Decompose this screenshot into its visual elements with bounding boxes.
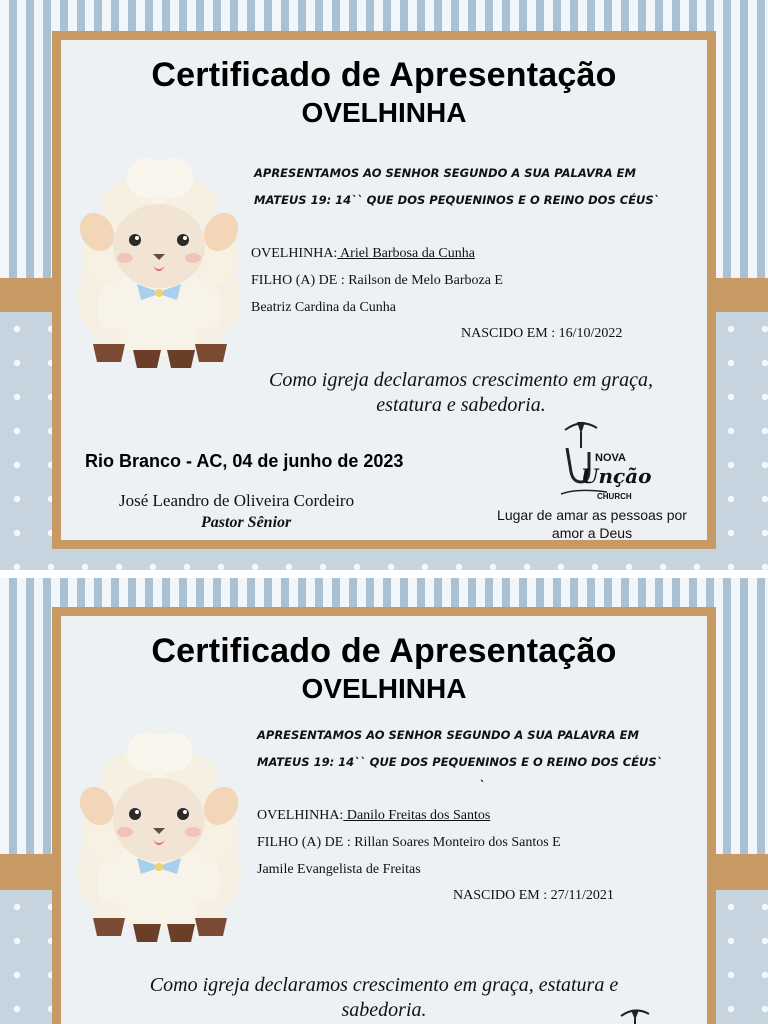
pastor-name: José Leandro de Oliveira Cordeiro bbox=[119, 491, 355, 510]
declaration-line-2: estatura e sabedoria. bbox=[376, 394, 546, 416]
page-gap bbox=[0, 570, 768, 578]
certificate-card bbox=[52, 31, 716, 549]
declaration-line-2: sabedoria. bbox=[341, 999, 427, 1021]
certificate-card bbox=[52, 607, 716, 1024]
birth-date: NASCIDO EM : 16/10/2022 bbox=[461, 326, 623, 341]
slogan-line-2: amor a Deus bbox=[551, 525, 633, 541]
slogan bbox=[475, 506, 709, 542]
declaration-line-1: Como igreja declaramos crescimento em graça, estatura e bbox=[149, 974, 619, 996]
filho-label: FILHO (A) DE : bbox=[257, 835, 355, 850]
logo-uncao: Unção bbox=[581, 464, 652, 488]
nova-uncao-church-logo-icon bbox=[611, 1004, 661, 1024]
ovelhinha-label: OVELHINHA: bbox=[257, 808, 344, 823]
logo-nova: NOVA bbox=[595, 452, 626, 464]
certificate-2 bbox=[0, 578, 768, 1024]
certificate-title: Certificado de Apresentação bbox=[151, 632, 617, 670]
ovelhinha-name: Ariel Barbosa da Cunha bbox=[337, 246, 475, 261]
ovelhinha-field bbox=[257, 808, 490, 824]
ovelhinha-name: Danilo Freitas dos Santos bbox=[343, 808, 491, 823]
parent-2: Jamile Evangelista de Freitas bbox=[257, 862, 421, 877]
city-date: Rio Branco - AC, 04 de junho de 2023 bbox=[85, 451, 404, 471]
logo-church: CHURCH bbox=[597, 492, 632, 501]
parent-1: Rillan Soares Monteiro dos Santos E bbox=[354, 835, 561, 850]
certificate-subtitle: OVELHINHA bbox=[301, 673, 467, 704]
parent-2: Beatriz Cardina da Cunha bbox=[251, 300, 397, 315]
declaration bbox=[61, 368, 721, 418]
lamb-illustration-icon bbox=[67, 148, 251, 372]
intro-line-3: ` bbox=[479, 778, 485, 792]
intro-line-1: APRESENTAMOS AO SENHOR SEGUNDO A SUA PALAVRA EM bbox=[254, 166, 636, 180]
certificate-subtitle: OVELHINHA bbox=[301, 97, 467, 128]
ovelhinha-label: OVELHINHA: bbox=[251, 246, 338, 261]
parent-1: Railson de Melo Barboza E bbox=[348, 273, 503, 288]
intro-line-1: APRESENTAMOS AO SENHOR SEGUNDO A SUA PALAVRA EM bbox=[257, 728, 639, 742]
birth-date: NASCIDO EM : 27/11/2021 bbox=[453, 888, 614, 903]
filho-field bbox=[251, 273, 503, 289]
intro-line-2: MATEUS 19: 14`` QUE DOS PEQUENINOS E O REINO DOS CÉUS` bbox=[254, 193, 660, 207]
declaration-line-1: Como igreja declaramos crescimento em graça, bbox=[268, 369, 653, 391]
ovelhinha-field bbox=[251, 246, 475, 262]
lamb-illustration-icon bbox=[67, 722, 251, 946]
filho-label: FILHO (A) DE : bbox=[251, 273, 349, 288]
pastor-role: Pastor Sênior bbox=[201, 514, 292, 531]
filho-field bbox=[257, 835, 561, 851]
certificate-title: Certificado de Apresentação bbox=[151, 56, 617, 94]
slogan-line-1: Lugar de amar as pessoas por bbox=[497, 507, 687, 523]
intro-line-2: MATEUS 19: 14`` QUE DOS PEQUENINOS E O REINO DOS CÉUS` bbox=[257, 755, 663, 769]
